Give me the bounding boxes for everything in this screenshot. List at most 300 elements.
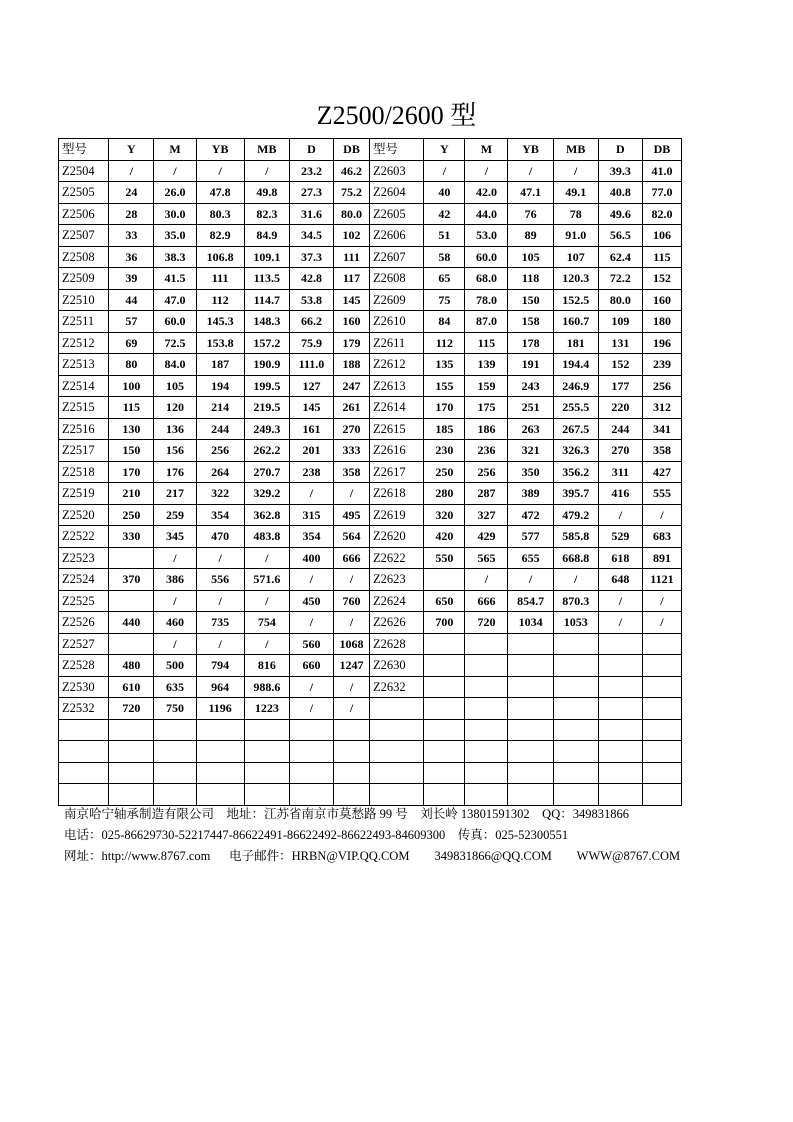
value-cell: 964 <box>196 676 244 698</box>
value-cell <box>334 784 370 806</box>
model-cell: Z2517 <box>59 440 109 462</box>
model-cell: Z2504 <box>59 160 109 182</box>
value-cell: 326.3 <box>553 440 598 462</box>
value-cell: 250 <box>109 504 154 526</box>
value-cell: 109.1 <box>244 246 289 268</box>
phone-numbers: 电话：025-86629730-52217447-86622491-86622492-86622493-84609300 <box>64 828 446 842</box>
value-cell: 39 <box>109 268 154 290</box>
value-cell: 35.0 <box>154 225 196 247</box>
value-cell: 500 <box>154 655 196 677</box>
model-cell: Z2512 <box>59 332 109 354</box>
value-cell <box>508 633 553 655</box>
column-header: 型号 <box>369 139 423 161</box>
value-cell: 30.0 <box>154 203 196 225</box>
value-cell: / <box>598 612 642 634</box>
value-cell: / <box>289 612 333 634</box>
value-cell: 247 <box>334 375 370 397</box>
value-cell: 145.3 <box>196 311 244 333</box>
value-cell: 75.2 <box>334 182 370 204</box>
value-cell: 1223 <box>244 698 289 720</box>
value-cell: 345 <box>154 526 196 548</box>
value-cell: 244 <box>196 418 244 440</box>
value-cell: 312 <box>642 397 681 419</box>
table-row <box>59 461 682 483</box>
value-cell: 891 <box>642 547 681 569</box>
model-cell <box>59 762 109 784</box>
value-cell: 555 <box>642 483 681 505</box>
value-cell: 65 <box>424 268 465 290</box>
value-cell: / <box>289 569 333 591</box>
value-cell: 23.2 <box>289 160 333 182</box>
value-cell <box>109 784 154 806</box>
table-row <box>59 354 682 376</box>
value-cell: 106.8 <box>196 246 244 268</box>
value-cell: 188 <box>334 354 370 376</box>
value-cell: 109 <box>598 311 642 333</box>
value-cell: / <box>196 160 244 182</box>
value-cell: 152 <box>642 268 681 290</box>
value-cell <box>109 719 154 741</box>
value-cell: 170 <box>424 397 465 419</box>
model-cell: Z2506 <box>59 203 109 225</box>
value-cell: 400 <box>289 547 333 569</box>
value-cell: 262.2 <box>244 440 289 462</box>
value-cell: 153.8 <box>196 332 244 354</box>
value-cell: 49.1 <box>553 182 598 204</box>
model-cell: Z2518 <box>59 461 109 483</box>
value-cell: / <box>553 569 598 591</box>
value-cell: / <box>508 160 553 182</box>
value-cell <box>508 655 553 677</box>
value-cell: 44.0 <box>465 203 508 225</box>
value-cell: 577 <box>508 526 553 548</box>
table-row <box>59 633 682 655</box>
company-address: 地址：江苏省南京市莫愁路 99 号 <box>226 807 408 821</box>
value-cell: 327 <box>465 504 508 526</box>
value-cell: / <box>196 590 244 612</box>
value-cell <box>244 762 289 784</box>
value-cell: 236 <box>465 440 508 462</box>
value-cell <box>508 676 553 698</box>
column-header: DB <box>642 139 681 161</box>
table-row <box>59 526 682 548</box>
value-cell: 60.0 <box>154 311 196 333</box>
value-cell: 386 <box>154 569 196 591</box>
model-cell: Z2516 <box>59 418 109 440</box>
value-cell: 49.6 <box>598 203 642 225</box>
value-cell: / <box>465 569 508 591</box>
value-cell: / <box>642 612 681 634</box>
email-secondary[interactable]: 349831866@QQ.COM <box>434 849 552 863</box>
email-tertiary[interactable]: WWW@8767.COM <box>576 849 681 863</box>
value-cell: 479.2 <box>553 504 598 526</box>
value-cell: 160 <box>334 311 370 333</box>
model-cell: Z2522 <box>59 526 109 548</box>
value-cell: 33 <box>109 225 154 247</box>
value-cell: 648 <box>598 569 642 591</box>
value-cell: 181 <box>553 332 598 354</box>
value-cell <box>508 762 553 784</box>
value-cell: / <box>109 160 154 182</box>
value-cell: 135 <box>424 354 465 376</box>
model-cell: Z2613 <box>369 375 423 397</box>
table-header-row <box>59 139 682 161</box>
value-cell: / <box>598 504 642 526</box>
value-cell: 28 <box>109 203 154 225</box>
value-cell: 179 <box>334 332 370 354</box>
value-cell: 47.1 <box>508 182 553 204</box>
value-cell: 42 <box>424 203 465 225</box>
value-cell <box>553 655 598 677</box>
table-row <box>59 483 682 505</box>
value-cell: 77.0 <box>642 182 681 204</box>
column-header: Y <box>424 139 465 161</box>
value-cell: 287 <box>465 483 508 505</box>
value-cell: 145 <box>289 397 333 419</box>
value-cell: 194 <box>196 375 244 397</box>
table-row <box>59 612 682 634</box>
model-cell: Z2519 <box>59 483 109 505</box>
model-cell <box>59 784 109 806</box>
model-cell: Z2616 <box>369 440 423 462</box>
value-cell: 199.5 <box>244 375 289 397</box>
value-cell <box>109 590 154 612</box>
value-cell: 472 <box>508 504 553 526</box>
value-cell: 988.6 <box>244 676 289 698</box>
column-header: M <box>154 139 196 161</box>
value-cell: 1053 <box>553 612 598 634</box>
value-cell: 1034 <box>508 612 553 634</box>
value-cell <box>598 676 642 698</box>
value-cell: 39.3 <box>598 160 642 182</box>
model-cell: Z2610 <box>369 311 423 333</box>
table-row <box>59 676 682 698</box>
value-cell: 230 <box>424 440 465 462</box>
value-cell: 362.8 <box>244 504 289 526</box>
value-cell <box>465 655 508 677</box>
value-cell: 666 <box>334 547 370 569</box>
value-cell: 389 <box>508 483 553 505</box>
model-cell: Z2628 <box>369 633 423 655</box>
value-cell: 735 <box>196 612 244 634</box>
value-cell <box>465 676 508 698</box>
value-cell: 120.3 <box>553 268 598 290</box>
model-cell: Z2614 <box>369 397 423 419</box>
value-cell: 82.3 <box>244 203 289 225</box>
value-cell: 194.4 <box>553 354 598 376</box>
table-row <box>59 784 682 806</box>
value-cell: 177 <box>598 375 642 397</box>
value-cell: 107 <box>553 246 598 268</box>
value-cell: / <box>244 633 289 655</box>
table-row <box>59 311 682 333</box>
value-cell: 46.2 <box>334 160 370 182</box>
value-cell <box>465 762 508 784</box>
value-cell: 40.8 <box>598 182 642 204</box>
value-cell <box>244 719 289 741</box>
value-cell: 115 <box>109 397 154 419</box>
value-cell <box>598 784 642 806</box>
value-cell: 270 <box>334 418 370 440</box>
value-cell <box>553 676 598 698</box>
value-cell: 106 <box>642 225 681 247</box>
value-cell: 60.0 <box>465 246 508 268</box>
value-cell: 358 <box>334 461 370 483</box>
value-cell: 75.9 <box>289 332 333 354</box>
value-cell <box>508 784 553 806</box>
value-cell: 267.5 <box>553 418 598 440</box>
value-cell <box>598 655 642 677</box>
value-cell: / <box>154 633 196 655</box>
value-cell: 112 <box>424 332 465 354</box>
value-cell: 37.3 <box>289 246 333 268</box>
table-row <box>59 762 682 784</box>
value-cell: / <box>508 569 553 591</box>
value-cell: 118 <box>508 268 553 290</box>
value-cell: 84 <box>424 311 465 333</box>
value-cell: 720 <box>465 612 508 634</box>
value-cell <box>465 633 508 655</box>
bearing-spec-table <box>58 138 682 806</box>
model-cell: Z2612 <box>369 354 423 376</box>
value-cell: 483.8 <box>244 526 289 548</box>
value-cell: / <box>244 590 289 612</box>
value-cell <box>196 719 244 741</box>
value-cell <box>465 719 508 741</box>
value-cell: 178 <box>508 332 553 354</box>
value-cell: 145 <box>334 289 370 311</box>
value-cell <box>289 762 333 784</box>
value-cell: 655 <box>508 547 553 569</box>
value-cell: 58 <box>424 246 465 268</box>
value-cell: 480 <box>109 655 154 677</box>
table-row <box>59 547 682 569</box>
value-cell <box>109 547 154 569</box>
model-cell <box>59 719 109 741</box>
value-cell: 80.0 <box>334 203 370 225</box>
value-cell: 111 <box>334 246 370 268</box>
value-cell: 175 <box>465 397 508 419</box>
value-cell: 560 <box>289 633 333 655</box>
value-cell <box>598 762 642 784</box>
column-header: YB <box>508 139 553 161</box>
table-row <box>59 397 682 419</box>
value-cell: 854.7 <box>508 590 553 612</box>
value-cell: 87.0 <box>465 311 508 333</box>
value-cell: 420 <box>424 526 465 548</box>
value-cell: 429 <box>465 526 508 548</box>
value-cell: 1196 <box>196 698 244 720</box>
model-cell: Z2617 <box>369 461 423 483</box>
value-cell: 89 <box>508 225 553 247</box>
column-header: MB <box>553 139 598 161</box>
model-cell: Z2626 <box>369 612 423 634</box>
fax-number: 传真：025-52300551 <box>457 828 569 842</box>
value-cell: 56.5 <box>598 225 642 247</box>
model-cell: Z2607 <box>369 246 423 268</box>
value-cell: 635 <box>154 676 196 698</box>
qq-number: QQ：349831866 <box>542 807 629 821</box>
value-cell: 105 <box>154 375 196 397</box>
table-row <box>59 246 682 268</box>
table-row <box>59 418 682 440</box>
value-cell: 264 <box>196 461 244 483</box>
table-row <box>59 203 682 225</box>
value-cell: 341 <box>642 418 681 440</box>
value-cell <box>553 633 598 655</box>
value-cell: 280 <box>424 483 465 505</box>
value-cell: 358 <box>642 440 681 462</box>
website-link[interactable]: 网址：http://www.8767.com <box>64 849 211 863</box>
value-cell <box>154 784 196 806</box>
value-cell: 47.0 <box>154 289 196 311</box>
model-cell <box>369 698 423 720</box>
table-row <box>59 332 682 354</box>
value-cell <box>109 633 154 655</box>
value-cell: 256 <box>642 375 681 397</box>
value-cell: 155 <box>424 375 465 397</box>
model-cell: Z2508 <box>59 246 109 268</box>
value-cell <box>196 762 244 784</box>
email-primary[interactable]: 电子邮件：HRBN@VIP.QQ.COM <box>229 849 410 863</box>
table-row <box>59 719 682 741</box>
value-cell: 610 <box>109 676 154 698</box>
value-cell: 82.9 <box>196 225 244 247</box>
value-cell: 115 <box>465 332 508 354</box>
value-cell: 1068 <box>334 633 370 655</box>
model-cell: Z2630 <box>369 655 423 677</box>
value-cell <box>508 719 553 741</box>
value-cell <box>334 719 370 741</box>
value-cell <box>289 741 333 763</box>
value-cell: 354 <box>196 504 244 526</box>
value-cell: 180 <box>642 311 681 333</box>
value-cell: 49.8 <box>244 182 289 204</box>
value-cell: 315 <box>289 504 333 526</box>
value-cell: 427 <box>642 461 681 483</box>
value-cell: 683 <box>642 526 681 548</box>
model-cell: Z2523 <box>59 547 109 569</box>
model-cell: Z2605 <box>369 203 423 225</box>
model-cell: Z2615 <box>369 418 423 440</box>
value-cell: 161 <box>289 418 333 440</box>
value-cell: / <box>154 547 196 569</box>
value-cell: 185 <box>424 418 465 440</box>
value-cell <box>424 698 465 720</box>
value-cell: 256 <box>196 440 244 462</box>
value-cell: 111 <box>196 268 244 290</box>
value-cell: 76 <box>508 203 553 225</box>
model-cell: Z2608 <box>369 268 423 290</box>
model-cell: Z2520 <box>59 504 109 526</box>
value-cell: 270.7 <box>244 461 289 483</box>
model-cell: Z2515 <box>59 397 109 419</box>
value-cell: 80.0 <box>598 289 642 311</box>
value-cell: 82.0 <box>642 203 681 225</box>
model-cell: Z2622 <box>369 547 423 569</box>
value-cell: 870.3 <box>553 590 598 612</box>
value-cell <box>289 784 333 806</box>
model-cell <box>369 719 423 741</box>
value-cell: 84.9 <box>244 225 289 247</box>
table-body <box>59 139 682 806</box>
value-cell: 794 <box>196 655 244 677</box>
value-cell: 68.0 <box>465 268 508 290</box>
value-cell <box>424 655 465 677</box>
model-cell: Z2624 <box>369 590 423 612</box>
model-cell: Z2511 <box>59 311 109 333</box>
value-cell: 217 <box>154 483 196 505</box>
table-row <box>59 741 682 763</box>
value-cell: 150 <box>508 289 553 311</box>
value-cell: / <box>598 590 642 612</box>
column-header: DB <box>334 139 370 161</box>
value-cell: 585.8 <box>553 526 598 548</box>
value-cell: / <box>334 612 370 634</box>
value-cell: / <box>196 547 244 569</box>
value-cell: 1247 <box>334 655 370 677</box>
table-row <box>59 698 682 720</box>
value-cell: / <box>244 160 289 182</box>
value-cell: 100 <box>109 375 154 397</box>
value-cell: 650 <box>424 590 465 612</box>
value-cell: 395.7 <box>553 483 598 505</box>
value-cell <box>196 741 244 763</box>
value-cell <box>642 698 681 720</box>
value-cell: 41.0 <box>642 160 681 182</box>
table-row <box>59 504 682 526</box>
value-cell: 529 <box>598 526 642 548</box>
value-cell: 238 <box>289 461 333 483</box>
value-cell <box>642 676 681 698</box>
value-cell: 186 <box>465 418 508 440</box>
value-cell <box>424 784 465 806</box>
value-cell: 120 <box>154 397 196 419</box>
table-row <box>59 655 682 677</box>
footer-line-3 <box>64 848 680 864</box>
table-row <box>59 268 682 290</box>
value-cell: 152 <box>598 354 642 376</box>
value-cell: 136 <box>154 418 196 440</box>
model-cell: Z2527 <box>59 633 109 655</box>
model-cell: Z2619 <box>369 504 423 526</box>
value-cell: 53.0 <box>465 225 508 247</box>
value-cell: 700 <box>424 612 465 634</box>
model-cell: Z2530 <box>59 676 109 698</box>
value-cell: / <box>424 160 465 182</box>
value-cell: 84.0 <box>154 354 196 376</box>
model-cell <box>369 741 423 763</box>
value-cell: 62.4 <box>598 246 642 268</box>
value-cell <box>424 762 465 784</box>
value-cell <box>424 569 465 591</box>
model-cell: Z2510 <box>59 289 109 311</box>
value-cell <box>289 719 333 741</box>
value-cell: 250 <box>424 461 465 483</box>
value-cell: 78 <box>553 203 598 225</box>
value-cell <box>109 741 154 763</box>
value-cell <box>598 741 642 763</box>
value-cell: 150 <box>109 440 154 462</box>
value-cell: 105 <box>508 246 553 268</box>
table-row <box>59 182 682 204</box>
model-cell <box>59 741 109 763</box>
value-cell: 311 <box>598 461 642 483</box>
value-cell: / <box>465 160 508 182</box>
value-cell: 243 <box>508 375 553 397</box>
company-name: 南京哈宁轴承制造有限公司 <box>64 807 215 821</box>
value-cell: 214 <box>196 397 244 419</box>
